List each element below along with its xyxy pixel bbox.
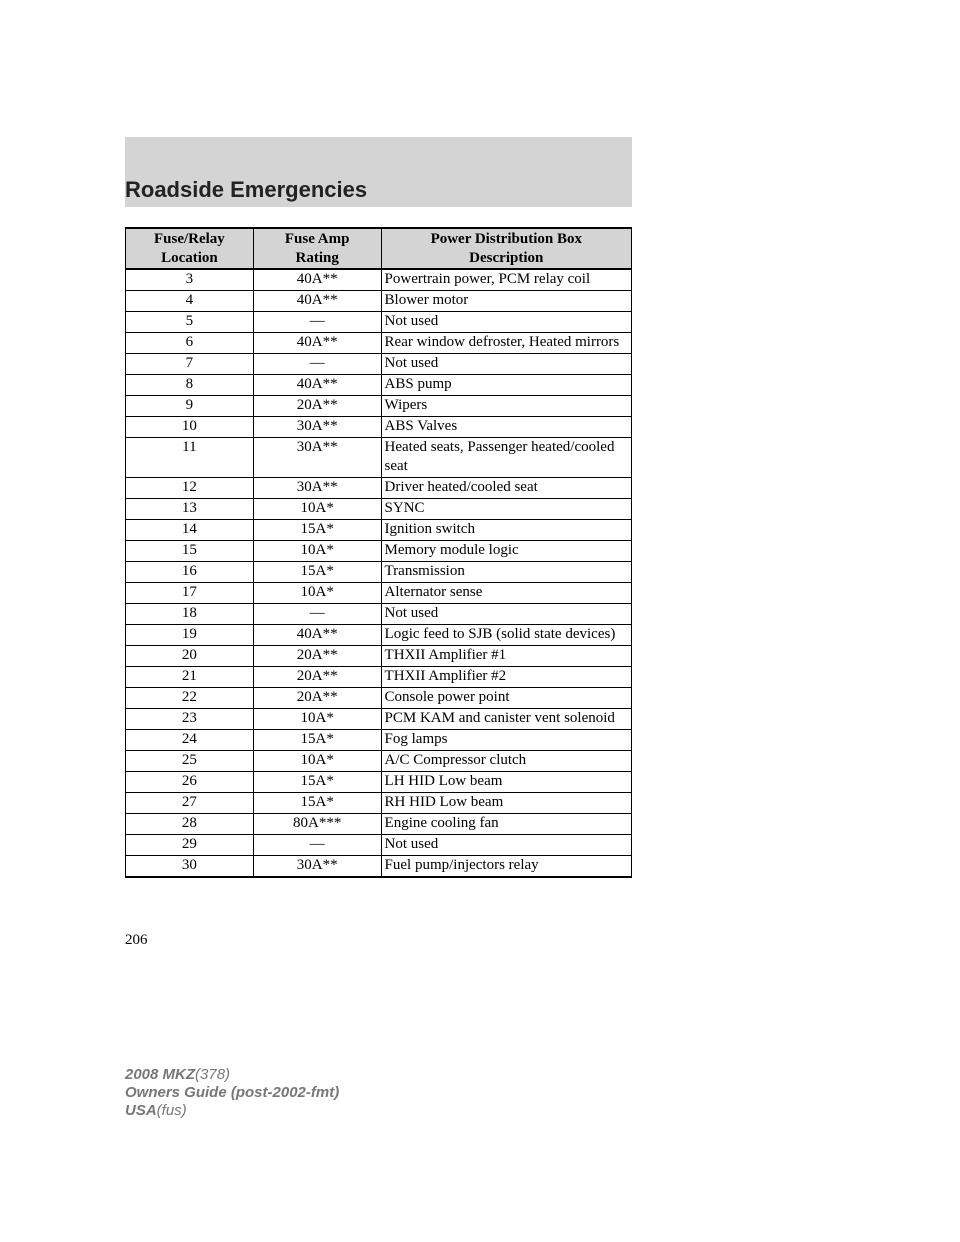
table-row [126,354,632,375]
fuse-amp-rating: 15A* [253,730,381,751]
footer-market-code: (fus) [156,1102,187,1119]
fuse-description: SYNC [381,499,631,520]
header-description-line1: Power Distribution Box [430,231,582,247]
fuse-location: 13 [126,499,254,520]
table-row [126,499,632,520]
fuse-description: Not used [381,354,631,375]
page-number: 206 [125,932,148,948]
footer-market: USA [125,1102,157,1119]
fuse-description: Driver heated/cooled seat [381,478,631,499]
footer-model: 2008 MKZ [125,1066,196,1083]
fuse-amp-rating: 10A* [253,709,381,730]
fuse-description: THXII Amplifier #1 [381,646,631,667]
header-amp-line1: Fuse Amp [284,231,350,247]
footer [125,1066,339,1120]
fuse-location: 6 [126,333,254,354]
table-row [126,520,632,541]
header-description [381,228,631,269]
fuse-amp-rating: 20A** [253,688,381,709]
fuse-amp-rating: 30A** [253,856,381,878]
table-row [126,562,632,583]
fuse-amp-rating: 10A* [253,541,381,562]
table-row [126,835,632,856]
fuse-description: Fuel pump/injectors relay [381,856,631,878]
table-row [126,269,632,291]
footer-line-3 [125,1102,339,1120]
fuse-location: 23 [126,709,254,730]
fuse-location: 8 [126,375,254,396]
fuse-amp-rating: 15A* [253,793,381,814]
fuse-location: 11 [126,438,254,478]
fuse-description: ABS Valves [381,417,631,438]
fuse-description: A/C Compressor clutch [381,751,631,772]
fuse-description: Blower motor [381,291,631,312]
header-amp-rating [253,228,381,269]
table-row [126,541,632,562]
fuse-location: 28 [126,814,254,835]
fuse-location: 4 [126,291,254,312]
table-row [126,730,632,751]
fuse-description: Memory module logic [381,541,631,562]
fuse-location: 20 [126,646,254,667]
table-row [126,709,632,730]
fuse-amp-rating: 30A** [253,438,381,478]
fuse-location: 26 [126,772,254,793]
table-row [126,604,632,625]
fuse-amp-rating: 80A*** [253,814,381,835]
fuse-location: 14 [126,520,254,541]
table-header-row [126,228,632,269]
fuse-amp-rating: 20A** [253,646,381,667]
fuse-location: 22 [126,688,254,709]
fuse-location: 25 [126,751,254,772]
table-body [126,269,632,877]
fuse-description: Not used [381,835,631,856]
fuse-description: Heated seats, Passenger heated/cooled seat [381,438,631,478]
fuse-location: 18 [126,604,254,625]
fuse-description: Logic feed to SJB (solid state devices) [381,625,631,646]
fuse-description: Not used [381,604,631,625]
fuse-location: 27 [126,793,254,814]
fuse-description: Not used [381,312,631,333]
fuse-location: 17 [126,583,254,604]
fuse-amp-rating: 20A** [253,667,381,688]
table-row [126,396,632,417]
footer-line-2 [125,1084,339,1102]
fuse-description: Powertrain power, PCM relay coil [381,269,631,291]
table-row [126,772,632,793]
table-row [126,856,632,878]
fuse-amp-rating: — [253,354,381,375]
table-row [126,438,632,478]
fuse-description: Ignition switch [381,520,631,541]
fuse-table [125,227,632,878]
fuse-amp-rating: — [253,312,381,333]
footer-model-code: (378) [195,1066,231,1083]
fuse-location: 3 [126,269,254,291]
fuse-description: Alternator sense [381,583,631,604]
header-location-line2: Location [161,250,218,266]
fuse-location: 12 [126,478,254,499]
footer-line-1 [125,1066,339,1084]
header-location [126,228,254,269]
table-row [126,478,632,499]
fuse-amp-rating: — [253,835,381,856]
fuse-description: Rear window defroster, Heated mirrors [381,333,631,354]
fuse-description: Engine cooling fan [381,814,631,835]
fuse-description: Console power point [381,688,631,709]
fuse-location: 9 [126,396,254,417]
table-row [126,688,632,709]
fuse-description: Fog lamps [381,730,631,751]
fuse-amp-rating: 40A** [253,333,381,354]
fuse-location: 7 [126,354,254,375]
table-row [126,646,632,667]
header-location-line1: Fuse/Relay [153,231,225,247]
fuse-description: RH HID Low beam [381,793,631,814]
header-description-line2: Description [469,250,544,266]
fuse-location: 15 [126,541,254,562]
fuse-location: 21 [126,667,254,688]
fuse-amp-rating: 15A* [253,520,381,541]
fuse-location: 16 [126,562,254,583]
fuse-description: PCM KAM and canister vent solenoid [381,709,631,730]
fuse-description: THXII Amplifier #2 [381,667,631,688]
table-row [126,375,632,396]
fuse-description: LH HID Low beam [381,772,631,793]
table-row [126,814,632,835]
table-row [126,667,632,688]
fuse-location: 10 [126,417,254,438]
table-row [126,312,632,333]
table-row [126,751,632,772]
fuse-amp-rating: 40A** [253,625,381,646]
header-amp-line2: Rating [295,250,339,266]
fuse-location: 24 [126,730,254,751]
fuse-amp-rating: 40A** [253,269,381,291]
table-row [126,417,632,438]
table-row [126,625,632,646]
table-row [126,333,632,354]
fuse-amp-rating: 20A** [253,396,381,417]
fuse-amp-rating: 10A* [253,499,381,520]
fuse-amp-rating: 40A** [253,291,381,312]
section-header [125,137,632,207]
footer-guide: Owners Guide (post-2002-fmt) [125,1084,340,1101]
fuse-amp-rating: 15A* [253,562,381,583]
table-row [126,583,632,604]
table-row [126,793,632,814]
fuse-amp-rating: 30A** [253,478,381,499]
table-row [126,291,632,312]
fuse-description: Transmission [381,562,631,583]
fuse-amp-rating: 10A* [253,751,381,772]
fuse-description: ABS pump [381,375,631,396]
fuse-location: 19 [126,625,254,646]
section-title: Roadside Emergencies [125,177,368,202]
fuse-amp-rating: 15A* [253,772,381,793]
fuse-description: Wipers [381,396,631,417]
fuse-amp-rating: 30A** [253,417,381,438]
fuse-location: 30 [126,856,254,878]
fuse-amp-rating: — [253,604,381,625]
fuse-amp-rating: 40A** [253,375,381,396]
fuse-location: 29 [126,835,254,856]
fuse-amp-rating: 10A* [253,583,381,604]
fuse-location: 5 [126,312,254,333]
